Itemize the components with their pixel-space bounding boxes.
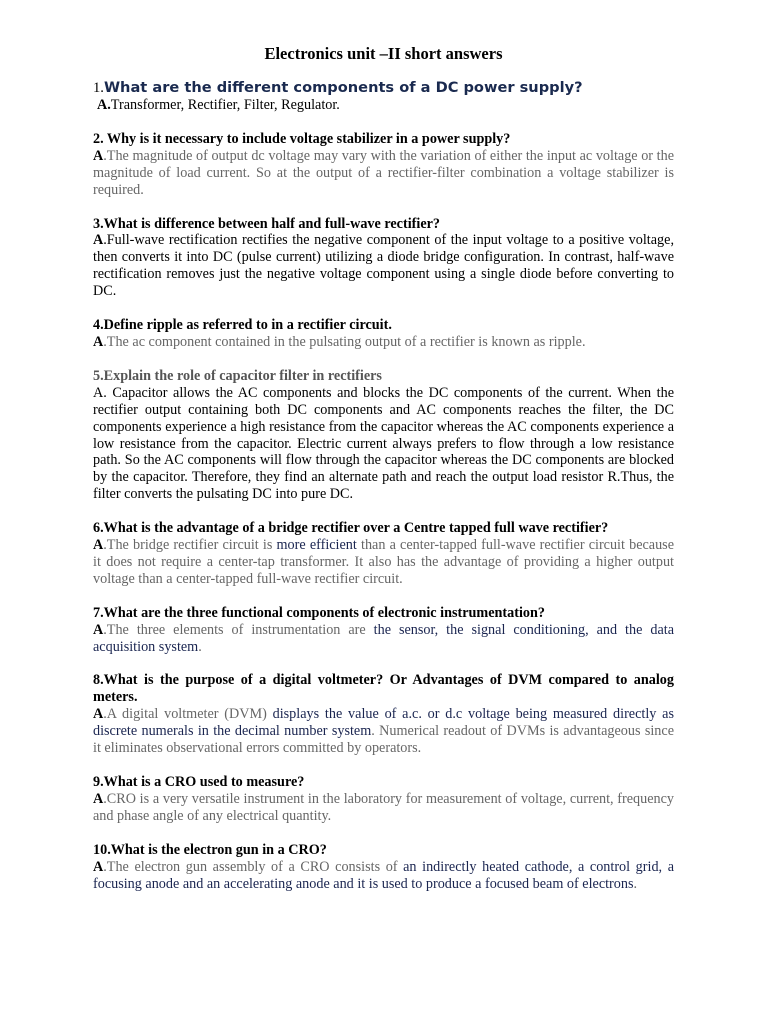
answer-3-text: .Full-wave rectification rectifies the negative component of the input voltage to a positive voltage, then converts it into DC (pulse current) utilizing a diode bridge configuration. In contrast, half-wave rectification removes just the negative voltage component using a single diode before converting to DC. [93,232,674,300]
question-1 [93,79,674,97]
answer-8-text-start: .A digital voltmeter (DVM) [103,706,273,723]
answer-10-highlight: an indirectly heated cathode, a control grid, a focusing anode and an accelerating anode and it is used to produce a focused beam of electrons [93,858,674,892]
answer-7-text-end: . [198,638,202,655]
qa-item-4 [93,317,674,351]
question-9: 9.What is a CRO used to measure? [93,774,305,790]
question-4: 4.Define ripple as referred to in a rectifier circuit. [93,317,392,334]
answer-5: A. Capacitor allows the AC components and blocks the DC components of the current. When the rectifier output containing both DC components and AC components reaches the filter, the DC components experience a high resistance from the capacitor whereas the AC components experience a low resistance from the capacitor. Electric current always prefers to flow through a low resistance path. So the AC components will flow through the capacitor whereas the DC components are blocked by the capacitor. Therefore, they find an alternate path and reach the output load resistor R.Thus, the filter converts the pulsating DC into pure DC. [93,384,674,503]
answer-2-text: .The magnitude of output dc voltage may vary with the variation of either the input ac voltage or the magnitude of load current. So at the output of a rectifier-filter combination a voltage stabilizer is required. [93,147,674,198]
qa-item-2 [93,131,674,199]
question-6: 6.What is the advantage of a bridge rectifier over a Centre tapped full wave rectifier? [93,520,609,537]
answer-8 [93,706,674,757]
answer-8-prefix: A [93,706,104,723]
question-2: 2. Why is it necessary to include voltage stabilizer in a power supply? [93,130,511,147]
question-7: 7.What are the three functional components of electronic instrumentation? [93,604,545,621]
question-1-text: What are the different components of a DC power supply? [103,79,583,96]
qa-item-9 [93,774,674,825]
answer-7-text-start: .The three elements of instrumentation are [103,621,374,638]
question-10: 10.What is the electron gun in a CRO? [93,841,327,858]
qa-item-1 [93,79,674,114]
answer-7-highlight: the sensor, the signal conditioning, and the data acquisition system [93,621,674,655]
qa-item-8 [93,672,674,757]
answer-7 [93,622,674,656]
answer-3 [93,232,674,300]
document-title: Electronics unit –II short answers [264,44,503,63]
answer-1-text: Transformer, Rectifier, Filter, Regulator. [110,97,340,113]
answer-8-text-end: . Numerical readout of DVMs is advantageous since it eliminates observational errors committed by operators. [93,723,674,757]
answer-10 [93,859,674,893]
answer-3-prefix: A [93,232,104,249]
answer-8-highlight: displays the value of a.c. or d.c voltage being measured directly as discrete numerals in the decimal number system [93,706,674,740]
answer-6-text-end: than a center-tapped full-wave rectifier circuit because it does not require a center-tap transformer. It also has the advantage of providing a higher output voltage than a center-tapped full-wave rectifier circuit. [93,537,674,587]
answer-2 [93,148,674,199]
answer-4-prefix: A [93,333,104,350]
answer-4 [93,334,674,351]
answer-1-prefix: A. [97,97,111,113]
answer-10-text-start: .The electron gun assembly of a CRO consists of [103,858,404,875]
qa-item-5 [93,368,674,503]
answer-9-text: .CRO is a very versatile instrument in the laboratory for measurement of voltage, current, frequency and phase angle of any electrical quantity. [93,790,674,824]
answer-6-prefix: A [93,537,104,554]
qa-item-7 [93,605,674,656]
qa-item-10 [93,842,674,893]
answer-2-prefix: A [93,147,104,164]
answer-10-prefix: A [93,858,104,875]
answer-4-text: .The ac component contained in the pulsating output of a rectifier is known as ripple. [103,333,586,350]
question-3: 3.What is difference between half and full-wave rectifier? [93,215,441,232]
question-5: 5.Explain the role of capacitor filter in rectifiers [93,367,382,384]
answer-6-highlight: more efficient [276,537,357,554]
answer-7-prefix: A [93,621,104,638]
answer-6-text-start: .The bridge rectifier circuit is [103,537,277,554]
answer-9 [93,791,674,825]
question-1-number: 1. [93,80,104,96]
qa-item-6 [93,520,674,588]
answer-9-prefix: A [93,790,104,807]
answer-10-text-end: . [633,875,638,892]
answer-1 [93,97,674,114]
answer-6 [93,537,674,588]
qa-item-3 [93,216,674,301]
question-8: 8.What is the purpose of a digital voltmeter? Or Advantages of DVM compared to analog meters. [93,672,674,706]
